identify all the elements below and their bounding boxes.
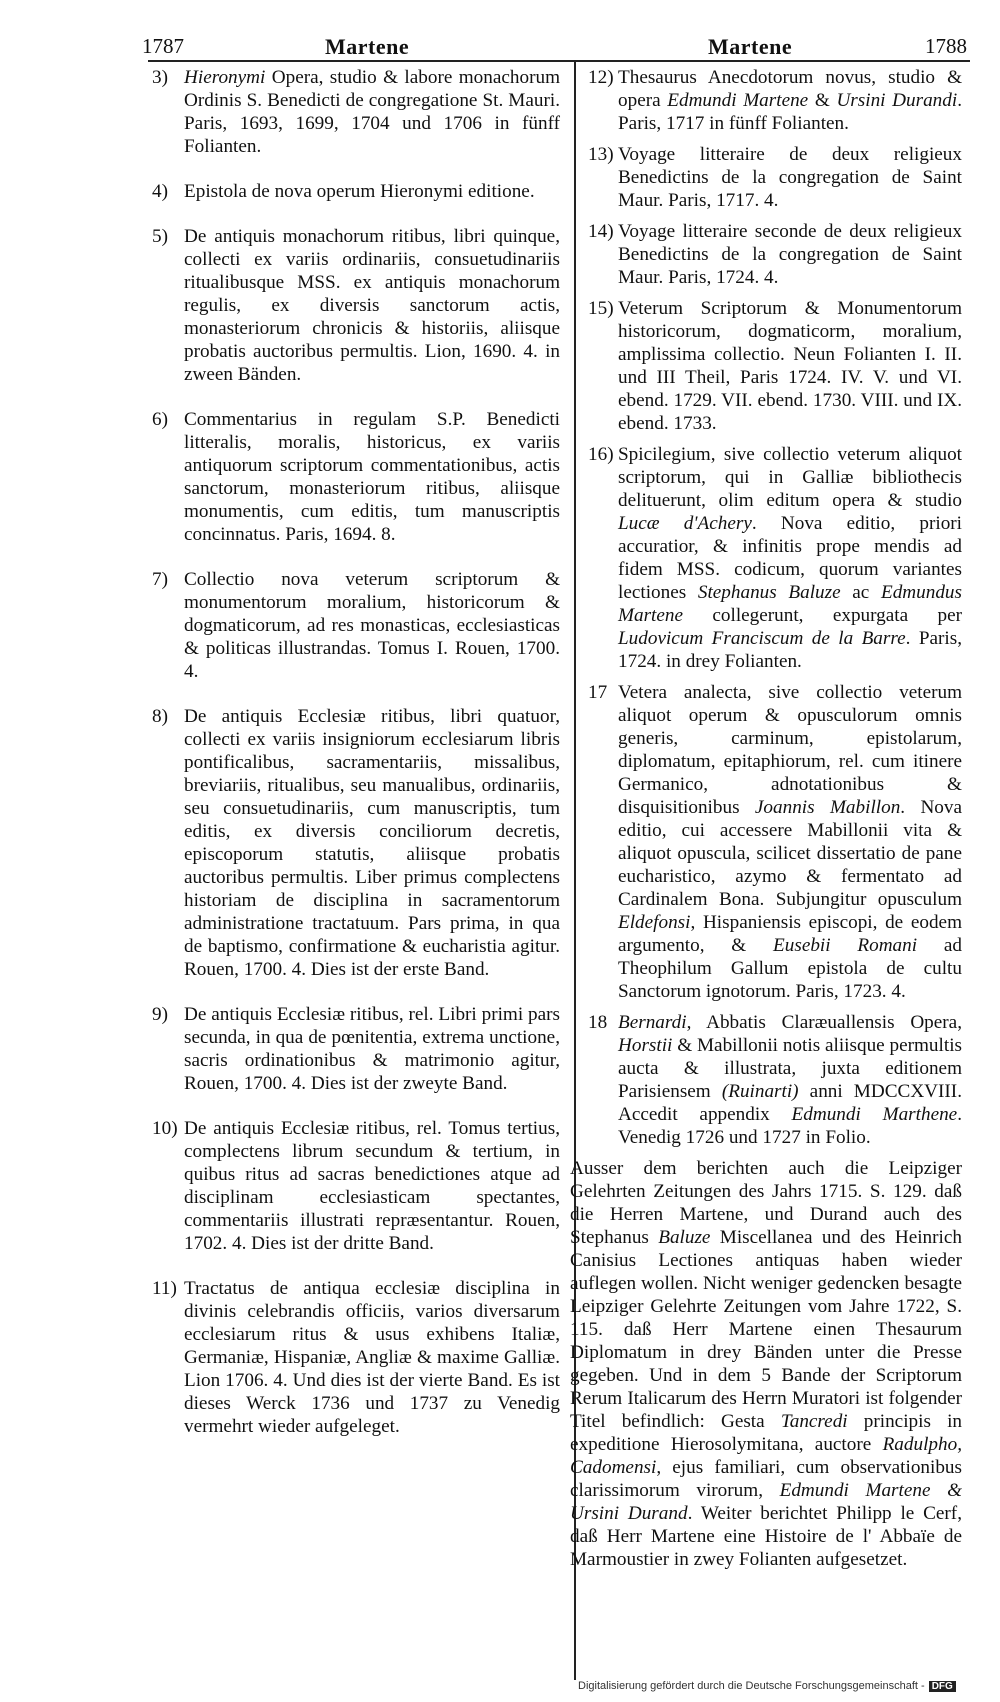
text-run: ad Theophilum Gallum epistola de cultu Sanctorum ignotorum. Paris, 1723. 4. bbox=[618, 935, 962, 1002]
dfg-logo: DFG bbox=[929, 1681, 956, 1692]
right-page-number: 1788 bbox=[925, 34, 967, 58]
entry-number: 5) bbox=[152, 226, 168, 247]
right-column bbox=[570, 66, 963, 1571]
text-run: De antiquis Ecclesiæ ritibus, rel. Libri primi pars secunda, in qua de pœnitentia, extrema unctione, sacris ordinationibus & matrimonio agitur, Rouen, 1700. 4. Dies ist der zweyte Band. bbox=[184, 1004, 560, 1094]
text-run: Voyage litteraire seconde de deux religieux Benedictins de la congregation de Saint Maur. Paris, 1724. 4. bbox=[618, 221, 962, 288]
bibliography-entry bbox=[588, 66, 962, 135]
text-run: Edmundi Martene bbox=[667, 90, 809, 111]
text-run: , Abbatis Claræuallensis Opera, bbox=[686, 1012, 962, 1033]
entry-number: 13) bbox=[588, 144, 614, 165]
entry-number: 7) bbox=[152, 569, 168, 590]
header-rule bbox=[148, 60, 970, 62]
entry-number: 12) bbox=[588, 67, 614, 88]
bibliography-entry bbox=[588, 443, 962, 673]
text-run: Veterum Scriptorum & Monumentorum historicorum, dogmaticorm, moralium, amplissima collectio. Neun Folianten I. II. und III Theil, Paris 1724. IV. V. und VI. ebend. 1729. VII. ebend. 1730. VIII. und IX. ebend. 1733. bbox=[618, 298, 962, 434]
text-run: Ursini Durandi bbox=[836, 90, 958, 111]
text-run: ac bbox=[840, 582, 881, 603]
entry-number: 16) bbox=[588, 444, 614, 465]
entry-number: 8) bbox=[152, 706, 168, 727]
text-run: De antiquis monachorum ritibus, libri quinque, collecti ex variis ordinariis, consuetudinariis ritualibusque MSS. ex antiquis monachorum regulis, ex diversis sanctorum actis, monasteriorum chronicis & historiis, aliisque probatis auctoribus permultis. Lion, 1690. 4. in zween Bänden. bbox=[184, 226, 560, 385]
bibliography-entry bbox=[152, 1117, 560, 1255]
bibliography-entry bbox=[588, 143, 962, 212]
text-run: Eldefonsi bbox=[618, 912, 691, 933]
text-run: anni MDCCXVIII. Accedit appendix bbox=[618, 1081, 962, 1125]
text-run: Collectio nova veterum scriptorum & monumentorum moralium, historicorum & dogmaticorum, ad res monasticas, ecclesiasticas & politicas illustrandas. Tomus I. Rouen, 1700. 4. bbox=[184, 569, 560, 682]
bibliography-entry bbox=[152, 66, 560, 158]
text-run: , ejus familiari, cum observationibus clarissimorum virorum, bbox=[570, 1457, 962, 1501]
bibliography-entry bbox=[152, 225, 560, 386]
text-run: Edmundi Martene & Ursini Durand bbox=[570, 1480, 962, 1524]
text-run: & bbox=[808, 90, 837, 111]
text-run: Vetera analecta, sive collectio veterum aliquot operum & opusculorum omnis generis, carminum, epistolarum, diplomatum, epitaphiorum, rel. cum itinere Germanico, adnotationibus & disquisitionibus bbox=[618, 682, 962, 818]
text-run: . Paris, 1717 in fünff Folianten. bbox=[618, 90, 962, 134]
left-running-title: Martene bbox=[325, 34, 410, 59]
text-run: . Venedig 1726 und 1727 in Folio. bbox=[618, 1104, 962, 1148]
text-run: Edmundus Martene bbox=[618, 582, 962, 626]
bibliography-entry bbox=[152, 705, 560, 981]
text-run: Joannis Mabillon bbox=[754, 797, 901, 818]
text-run: Ludovicum Franciscum de la Barre bbox=[618, 628, 906, 649]
entry-number: 14) bbox=[588, 221, 614, 242]
bibliography-entry bbox=[152, 1003, 560, 1095]
text-run: collegerunt, expurgata per bbox=[683, 605, 962, 626]
entry-number: 9) bbox=[152, 1004, 168, 1025]
text-run: . Nova editio, priori accuratior, & infinitis prope mendis ad fidem MSS. codicum, quorum variantes lectiones bbox=[618, 513, 963, 603]
text-run: Horstii bbox=[618, 1035, 673, 1056]
text-run: Commentarius in regulam S.P. Benedicti litteralis, moralis, historicus, ex variis antiquorum scriptorum commentationibus, actis sanctorum, monasteriorum ritibus, aliisque monumentis, cum editis, tum manuscriptis concinnatus. Paris, 1694. 8. bbox=[184, 409, 560, 545]
entry-number: 6) bbox=[152, 409, 168, 430]
bibliography-entry bbox=[152, 1277, 560, 1438]
bibliography-entry bbox=[588, 220, 962, 289]
text-run: Opera, studio & labore monachorum Ordinis S. Benedicti de congregatione St. Mauri. Paris, 1693, 1699, 1704 und 1706 in fünff Folianten. bbox=[184, 67, 560, 157]
left-column bbox=[152, 66, 560, 1460]
text-run: Hieronymi bbox=[184, 67, 266, 88]
text-run: principis in expeditione Hierosolymitana, auctore bbox=[570, 1411, 962, 1455]
text-run: . Paris, 1724. in drey Folianten. bbox=[618, 628, 962, 672]
text-run: Baluze bbox=[658, 1227, 711, 1248]
bibliography-entry bbox=[152, 568, 560, 683]
entry-number: 18 bbox=[588, 1012, 608, 1033]
text-run: Epistola de nova operum Hieronymi editione. bbox=[184, 181, 535, 202]
text-run: & Mabillonii notis aliisque permultis aucta & illustrata, juxta editionem Parisiensem bbox=[618, 1035, 962, 1102]
text-run: Lucæ d'Achery bbox=[618, 513, 752, 534]
bibliography-entry bbox=[588, 681, 962, 1003]
text-run: Stephanus Baluze bbox=[697, 582, 841, 603]
entry-number: 15) bbox=[588, 298, 614, 319]
text-run: (Ruinarti) bbox=[721, 1081, 799, 1102]
entry-number: 10) bbox=[152, 1118, 178, 1139]
left-page-number: 1787 bbox=[142, 34, 184, 58]
text-run: . Weiter berichtet Philipp le Cerf, daß Herr Martene eine Histoire de l' Abbaïe de Marmoustier in zwey Folianten aufgesetzet. bbox=[570, 1503, 962, 1570]
digitization-footer bbox=[578, 1680, 992, 1692]
text-run: Radulpho, Cadomensi bbox=[570, 1434, 962, 1478]
footer-text: Digitalisierung gefördert durch die Deutsche Forschungsgemeinschaft - bbox=[578, 1680, 925, 1692]
text-run: Eusebii Romani bbox=[773, 935, 918, 956]
text-run: Tancredi bbox=[780, 1411, 848, 1432]
bibliography-entry bbox=[152, 408, 560, 546]
entry-number: 17 bbox=[588, 682, 608, 703]
text-run: Voyage litteraire de deux religieux Benedictins de la congregation de Saint Maur. Paris, 1717. 4. bbox=[618, 144, 962, 211]
text-run: Ausser dem berichten auch die Leipziger Gelehrten Zeitungen des Jahrs 1715. S. 129. daß die Herren Martene, und Durand auch des Stephanus bbox=[570, 1158, 962, 1248]
text-run: , Hispaniensis episcopi, de eodem argumento, & bbox=[618, 912, 962, 956]
text-run: Tractatus de antiqua ecclesiæ disciplina in divinis celebrandis officiis, varios diversarum ecclesiarum ritus & usus exhibens Italiæ, Germaniæ, Hispaniæ, Angliæ & maxime Galliæ. Lion 1706. 4. Und dies ist der vierte Band. Es ist dieses Werck 1736 und 1737 zu Venedig vermehrt wieder aufgeleget. bbox=[184, 1278, 560, 1437]
bibliography-entry bbox=[588, 1011, 962, 1149]
text-run: Edmundi Marthene bbox=[791, 1104, 958, 1125]
text-run: Thesaurus Anecdotorum novus, studio & opera bbox=[618, 67, 962, 111]
entry-number: 4) bbox=[152, 181, 168, 202]
text-run: Miscellanea und des Heinrich Canisius Lectiones antiquas haben wieder auflegen wollen. Nicht weniger gedencken besagte Leipziger Gelehrte Zeitungen vom Jahre 1722, S. 115. daß Herr Martene einen Thesaurum Diplomatum in drey Bänden unter die Presse gegeben. Und in dem 5 Bande der Scriptorum Rerum Italicarum des Herrn Muratori ist folgender Titel befindlich: Gesta bbox=[570, 1227, 962, 1432]
bibliography-entry bbox=[588, 297, 962, 435]
entry-number: 3) bbox=[152, 67, 168, 88]
bibliography-entry bbox=[152, 180, 560, 203]
text-run: Spicilegium, sive collectio veterum aliquot scriptorum, qui in Galliæ bibliothecis delituerunt, olim editum opera & studio bbox=[618, 444, 962, 511]
entry-number: 11) bbox=[152, 1278, 177, 1299]
right-running-title: Martene bbox=[708, 34, 793, 59]
text-run: Bernardi bbox=[618, 1012, 687, 1033]
closing-paragraph bbox=[570, 1157, 962, 1571]
text-run: . Nova editio, cui accessere Mabillonii vita & aliquot opuscula, scilicet dissertatio de pane eucharistico, azymo & fermentato ad Cardinalem Bona. Subjungitur opusculum bbox=[618, 797, 963, 910]
text-run: De antiquis Ecclesiæ ritibus, libri quatuor, collecti ex variis insigniorum ecclesiarum libris pontificalibus, sacramentariis, missalibus, breviariis, ritualibus, seu manualibus, ordinariis, seu consuetudinariis, cum manuscriptis, tum editis, ex diversis conciliorum decretis, episcoporum statutis, aliisque probatis auctoribus permultis. Liber primus complectens historiam de disciplina in sacramentorum administratione tractatuum. Pars prima, in qua de baptismo, confirmatione & eucharistia agitur. Rouen, 1700. 4. Dies ist der erste Band. bbox=[184, 706, 560, 980]
text-run: De antiquis Ecclesiæ ritibus, rel. Tomus tertius, complectens librum secundum & tertium, in quibus ritus ad sacras benedictiones atque ad disciplinam ecclesiasticam spectantes, commentariis illustrati repræsentantur. Rouen, 1702. 4. Dies ist der dritte Band. bbox=[184, 1118, 560, 1254]
